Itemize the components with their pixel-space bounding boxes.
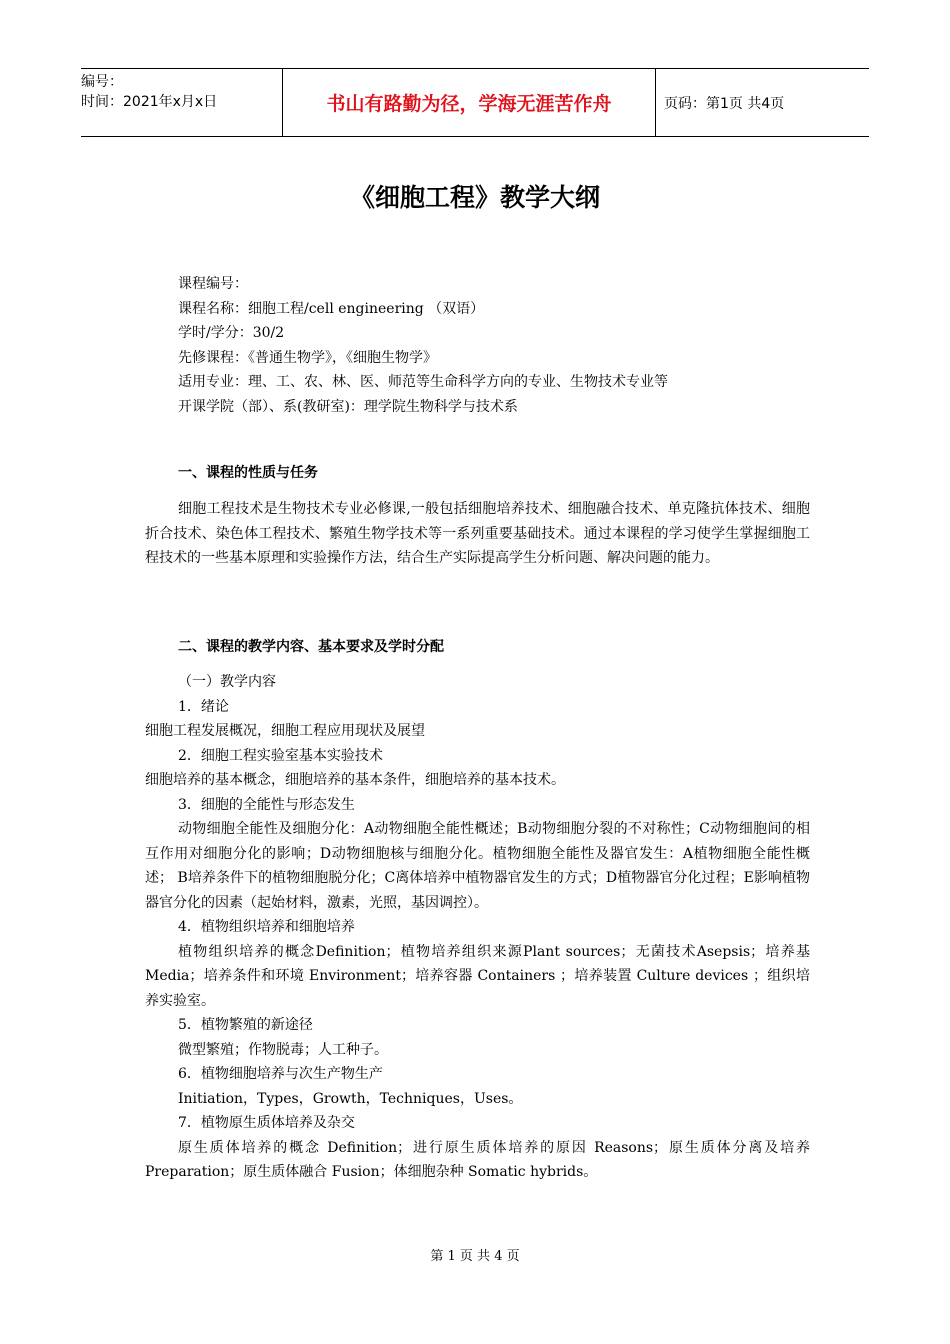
number-label: 编号： — [81, 74, 123, 90]
page-footer: 第 1 页 共 4 页 — [430, 1249, 520, 1264]
item-title: 6．植物细胞培养与次生产物生产 — [178, 1066, 383, 1082]
section1-heading: 一、课程的性质与任务 — [178, 465, 318, 481]
item-text: 微型繁殖；作物脱毒；人工种子。 — [178, 1041, 388, 1058]
meta-course-code: 课程编号： — [178, 276, 248, 292]
item-title: 4．植物组织培养和细胞培养 — [178, 919, 355, 935]
item-text: Initiation，Types，Growth，Techniques，Uses。 — [178, 1090, 523, 1107]
section2-sub: （一）教学内容 — [178, 674, 276, 690]
section1-text: 细胞工程技术是生物技术专业必修课,一般包括细胞培养技术、细胞融合技术、单克隆抗体技术、细胞折合技术、染色体工程技术、繁殖生物学技术等一系列重要基础技术。通过本课程的学习使学生掌握细胞工程技术的一些基本原理和实验操作方法，结合生产实际提高学生分析问题、解决问题的能力。 — [145, 501, 810, 566]
meta-prerequisites: 先修课程：《普通生物学》，《细胞生物学》 — [178, 349, 437, 366]
section2-body — [145, 670, 810, 1185]
item-title: 1．绪论 — [178, 698, 229, 715]
time-label: 时间：2021年x月x日 — [81, 94, 218, 110]
item-text: 植物组织培养的概念Definition；植物培养组织来源Plant sources；无菌技术Asepsis；培养基 Media；培养条件和环境 Environment；培养容器 Containers ；培养装置 Culture devices ；组织培养实验室。 — [145, 943, 810, 1009]
item-title: 7．植物原生质体培养及杂交 — [178, 1115, 355, 1131]
section2-heading: 二、课程的教学内容、基本要求及学时分配 — [178, 639, 444, 655]
meta-department: 开课学院（部）、系(教研室)：理学院生物科学与技术系 — [178, 398, 518, 415]
item-text: 细胞培养的基本概念，细胞培养的基本条件，细胞培养的基本技术。 — [145, 772, 565, 788]
meta-majors: 适用专业：理、工、农、林、医、师范等生命科学方向的专业、生物技术专业等 — [178, 374, 668, 390]
item-title: 2．细胞工程实验室基本实验技术 — [178, 747, 383, 764]
item-title: 3．细胞的全能性与形态发生 — [178, 796, 355, 813]
section1-body — [145, 497, 810, 571]
header-left — [81, 69, 281, 139]
document-title: 《细胞工程》教学大纲 — [349, 183, 600, 212]
header-page-info: 页码：第1页 共4页 — [664, 95, 785, 112]
course-meta — [178, 272, 668, 419]
item-text: 细胞工程发展概况，细胞工程应用现状及展望 — [145, 723, 425, 739]
page-header — [81, 68, 869, 137]
meta-course-name: 课程名称：细胞工程/cell engineering （双语） — [178, 300, 485, 317]
meta-hours-credits: 学时/学分：30/2 — [178, 325, 285, 341]
item-text: 原生质体培养的概念 Definition；进行原生质体培养的原因 Reasons；原生质体分离及培养 Preparation；原生质体融合 Fusion；体细胞杂种 Somatic hybrids。 — [145, 1139, 810, 1180]
item-title: 5．植物繁殖的新途径 — [178, 1017, 313, 1033]
header-motto: 书山有路勤为径，学海无涯苦作舟 — [282, 69, 656, 136]
item-text: 动物细胞全能性及细胞分化：A动物细胞全能性概述；B动物细胞分裂的不对称性；C动物细胞间的相互作用对细胞分化的影响；D动物细胞核与细胞分化。植物细胞全能性及器官发生：A植物细胞全能性概述； B培养条件下的植物细胞脱分化；C离体培养中植物器官发生的方式；D植物器官分化过程；E影响植物器官分化的因素（起始材料，激素，光照，基因调控）。 — [145, 821, 810, 911]
